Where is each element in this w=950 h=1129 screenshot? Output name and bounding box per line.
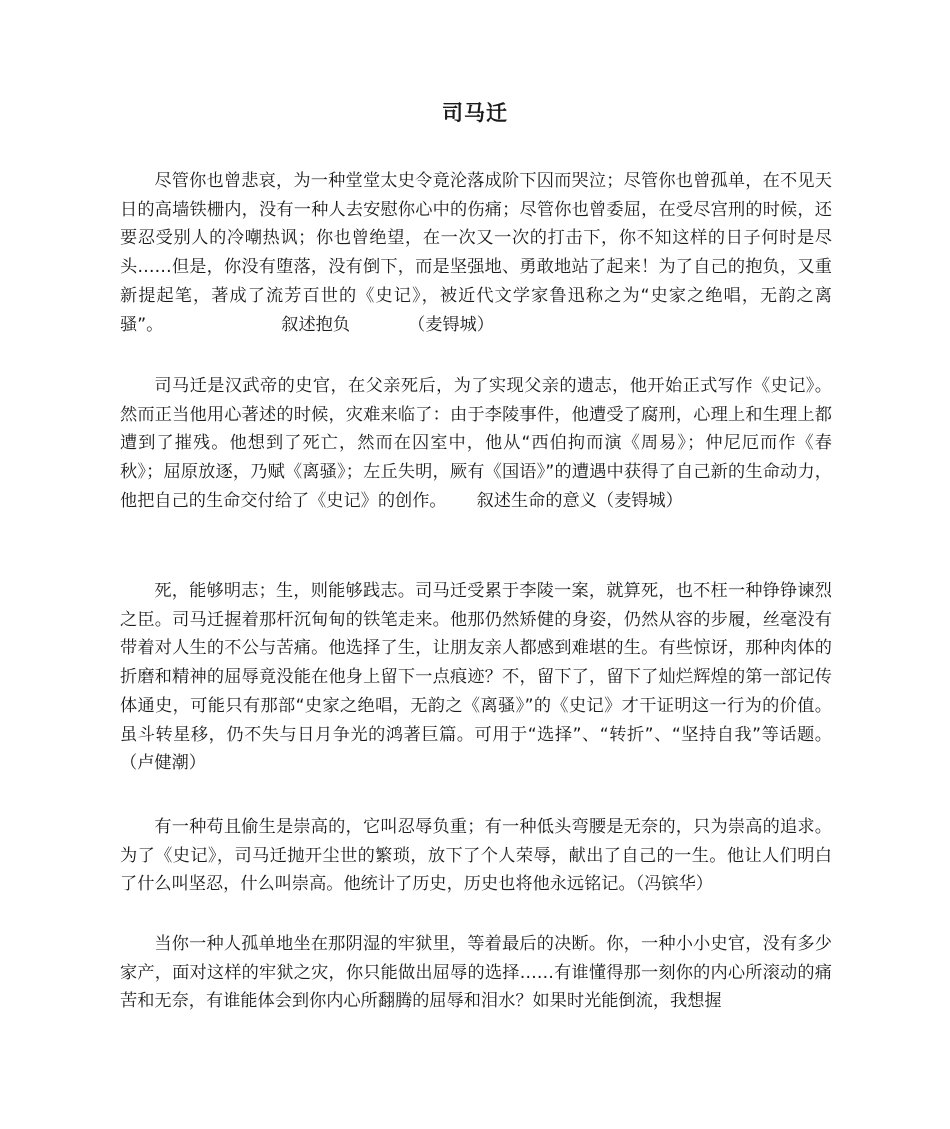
paragraph-5-text: 当你一种人孤单地坐在那阴湿的牢狱里，等着最后的决断。你，一种小小史官，没有多少家产，面对这样的牢狱之灾，你只能做出屈辱的选择……有谁懂得那一刻你的内心所滚动的痛苦和无奈，有谁能体会到你内心所翻腾的屈辱和泪水？如果时光能倒流，我想握	[120, 934, 832, 1012]
paragraph-1	[120, 167, 832, 339]
paragraph-4-text: 有一种苟且偷生是崇高的，它叫忍辱负重；有一种低头弯腰是无奈的，只为崇高的追求。为了《史记》，司马迁抛开尘世的繁琐，放下了个人荣辱，献出了自己的一生。他让人们明白了什么叫坚忍，什么叫崇高。他统计了历史，历史也将他永远铭记。	[120, 817, 832, 895]
paragraph-1-author: （麦锝城）	[408, 314, 494, 335]
paragraph-4-author: （冯镔华）	[635, 874, 713, 895]
paragraph-5	[120, 930, 832, 1016]
paragraph-2-author: （麦锝城）	[596, 490, 683, 511]
paragraph-2-text: 司马迁是汉武帝的史官，在父亲死后，为了实现父亲的遗志，他开始正式写作《史记》。然而正当他用心著述的时候，灾难来临了：由于李陵事件，他遭受了腐刑，心理上和生理上都遭到了摧残。他想到了死亡，然而在囚室中，他从“西伯拘而演《周易》；仲尼厄而作《春秋》；屈原放逐，乃赋《离骚》；左丘失明，厥有《国语》”的遭遇中获得了自己新的生命动力，他把自己的生命交付给了《史记》的创作。	[120, 376, 832, 511]
paragraph-4	[120, 813, 832, 899]
page-title: 司马迁	[442, 101, 508, 125]
paragraph-2-note: 叙述生命的意义	[476, 490, 597, 511]
paragraph-3-author: （卢健潮）	[120, 753, 206, 774]
paragraph-2	[120, 372, 832, 516]
paragraph-1-note: 叙述抱负	[281, 314, 351, 335]
paragraph-1-text: 尽管你也曾悲哀，为一种堂堂太史令竟沦落成阶下囚而哭泣；尽管你也曾孤单，在不见天日的高墙铁栅内，没有一种人去安慰你心中的伤痛；尽管你也曾委屈，在受尽宫刑的时候，还要忍受别人的冷嘲热讽；你也曾绝望，在一次又一次的打击下，你不知这样的日子何时是尽头……但是，你没有堕落，没有倒下，而是坚强地、勇敢地站了起来！为了自己的抱负，又重新提起笔，著成了流芳百世的《史记》，被近代文学家鲁迅称之为“史家之绝唱，无韵之离骚”。	[120, 171, 832, 335]
paragraph-3	[120, 577, 832, 778]
paragraph-3-text: 死，能够明志；生，则能够践志。司马迁受累于李陵一案，就算死，也不枉一种铮铮谏烈之臣。司马迁握着那杆沉甸甸的铁笔走来。他那仍然矫健的身姿，仍然从容的步履，丝毫没有带着对人生的不公与苦痛。他选择了生，让朋友亲人都感到难堪的生。有些惊讶，那种肉体的折磨和精神的屈辱竟没能在他身上留下一点痕迹？不，留下了，留下了灿烂辉煌的第一部记传体通史，可能只有那部“史家之绝唱，无韵之《离骚》”的《史记》才干证明这一行为的价值。虽斗转星移，仍不失与日月争光的鸿著巨篇。可用于“选择”、“转折”、“坚持自我”等话题。	[120, 581, 832, 745]
